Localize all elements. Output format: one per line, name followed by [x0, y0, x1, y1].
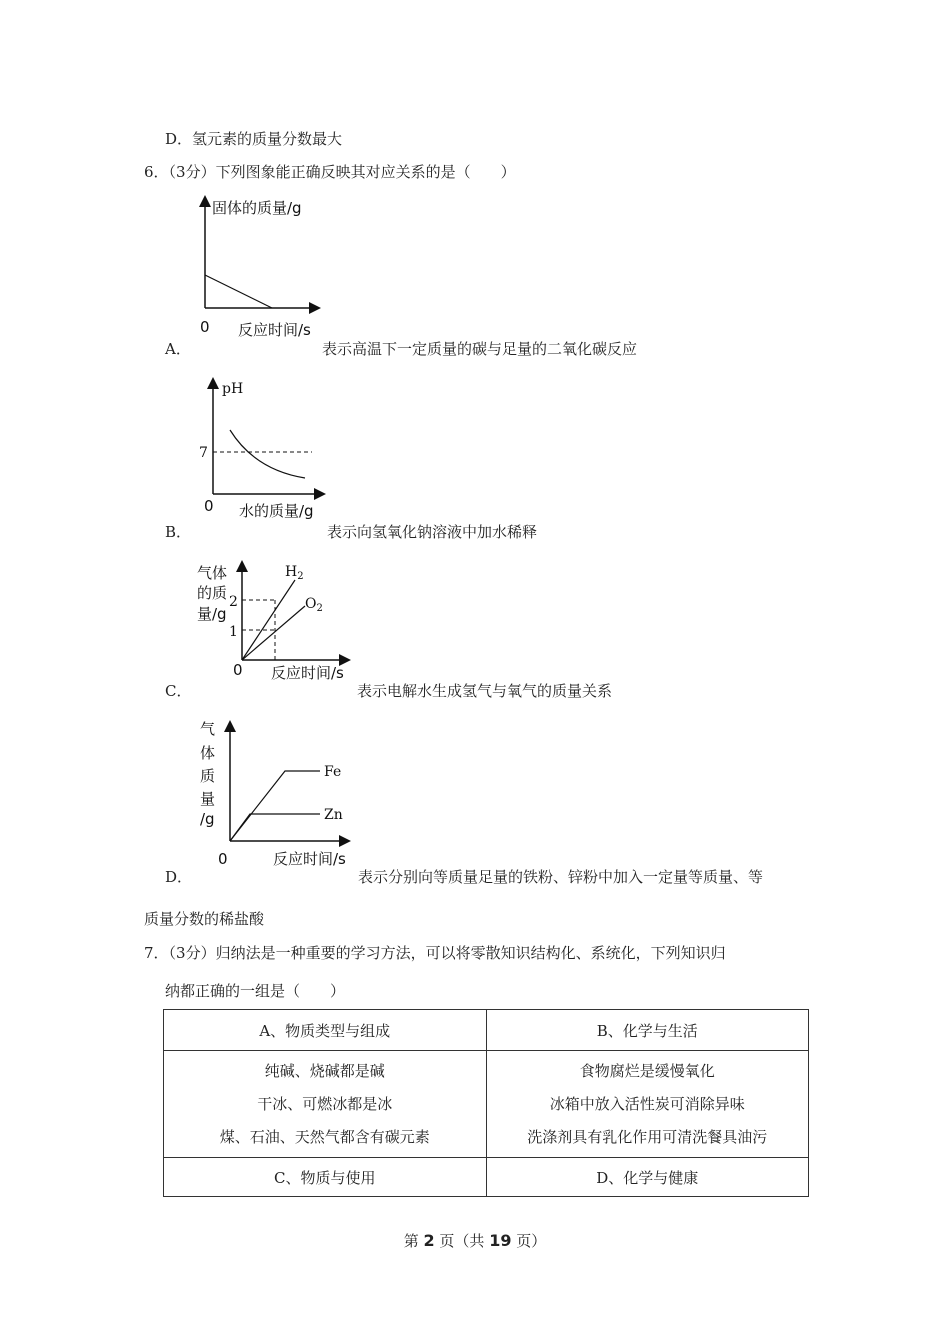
footer-total-pages: 19 [489, 1231, 512, 1250]
graph-d-fe-line [230, 771, 320, 841]
q6-option-d-continuation: 质量分数的稀盐酸 [144, 910, 265, 928]
q7-table-a-item: 煤、石油、天然气都含有碳元素 [219, 1127, 430, 1146]
graph-a [190, 195, 330, 345]
q7-table-b-item: 食物腐烂是缓慢氧化 [579, 1061, 715, 1080]
graph-a-curve [205, 275, 272, 308]
graph-a-xlabel: 反应时间/s [238, 321, 311, 339]
q7-stem-line2: 纳都正确的一组是（ ） [165, 982, 346, 1000]
q6-option-a-text: 表示高温下一定质量的碳与足量的二氧化碳反应 [322, 340, 638, 358]
graph-a-origin: 0 [200, 318, 210, 336]
q7-table-b-items [486, 1051, 809, 1158]
q6-option-b-label: B． [165, 523, 192, 541]
q7-table-b-head: B、化学与生活 [486, 1010, 809, 1051]
graph-b-origin: 0 [204, 497, 214, 515]
graph-d-xlabel: 反应时间/s [273, 850, 346, 868]
page-footer: 第 2 页（共 19 页） [403, 1231, 547, 1250]
graph-c-xlabel: 反应时间/s [271, 664, 344, 682]
q6-option-d-label: D． [165, 868, 193, 886]
graph-d-ylabel-4: 量 [200, 790, 216, 808]
graph-c-tick-1: 1 [229, 624, 238, 640]
graph-d-fe-label: Fe [324, 764, 342, 780]
q6-option-d-text: 表示分别向等质量足量的铁粉、锌粉中加入一定量等质量、等 [358, 868, 764, 886]
q7-table [163, 1009, 809, 1197]
graph-c [195, 558, 365, 688]
q7-table-a-head: A、物质类型与组成 [164, 1010, 487, 1051]
graph-c-ylabel-1: 气体 [197, 564, 228, 582]
q5-option-d: D．氢元素的质量分数最大 [165, 130, 343, 148]
graph-c-h2-label: $H_2$ [285, 564, 304, 582]
graph-d [195, 718, 365, 878]
q6-stem: 6．（3分）下列图象能正确反映其对应关系的是（ ） [144, 163, 516, 181]
graph-b-ref-tick: 7 [199, 445, 208, 461]
q6-option-c-label: C． [165, 682, 192, 700]
graph-c-ylabel-3: 量/g [197, 605, 227, 623]
graph-c-o2-line [242, 606, 305, 660]
q7-table-c-head: C、物质与使用 [164, 1158, 487, 1197]
graph-d-origin: 0 [218, 850, 228, 868]
footer-page-number: 2 [423, 1231, 435, 1250]
graph-c-ylabel-2: 的质 [197, 584, 228, 602]
graph-c-o2-label: $O_2$ [305, 596, 323, 614]
graph-b-curve [230, 430, 305, 478]
graph-b [195, 375, 335, 525]
q7-table-a-item: 纯碱、烧碱都是碱 [264, 1061, 385, 1080]
graph-c-tick-2: 2 [229, 594, 238, 610]
graph-b-ylabel: pH [222, 381, 244, 397]
graph-b-xlabel: 水的质量/g [239, 502, 314, 520]
q7-table-d-head: D、化学与健康 [486, 1158, 809, 1197]
q6-option-c-text: 表示电解水生成氢气与氧气的质量关系 [357, 682, 613, 700]
q7-stem-line1: 7．（3分）归纳法是一种重要的学习方法，可以将零散知识结构化、系统化，下列知识归 [144, 944, 726, 962]
graph-d-zn-line [230, 814, 320, 841]
graph-c-origin: 0 [233, 661, 243, 679]
q7-table-b-item: 冰箱中放入活性炭可消除异味 [549, 1094, 745, 1113]
q6-option-b-text: 表示向氢氧化钠溶液中加水稀释 [327, 523, 538, 541]
q7-table-a-item: 干冰、可燃冰都是冰 [257, 1094, 393, 1113]
graph-c-h2-line [242, 580, 295, 660]
graph-a-ylabel: 固体的质量/g [212, 199, 302, 217]
graph-d-ylabel-1: 气 [200, 720, 216, 738]
graph-d-zn-label: Zn [324, 807, 343, 823]
graph-d-ylabel-5: /g [200, 810, 215, 828]
q7-table-a-items [164, 1051, 487, 1158]
graph-d-ylabel-3: 质 [200, 767, 216, 785]
q7-table-b-item: 洗涤剂具有乳化作用可清洗餐具油污 [527, 1127, 768, 1146]
graph-d-ylabel-2: 体 [200, 744, 216, 762]
q6-option-a-label: A． [165, 340, 191, 358]
